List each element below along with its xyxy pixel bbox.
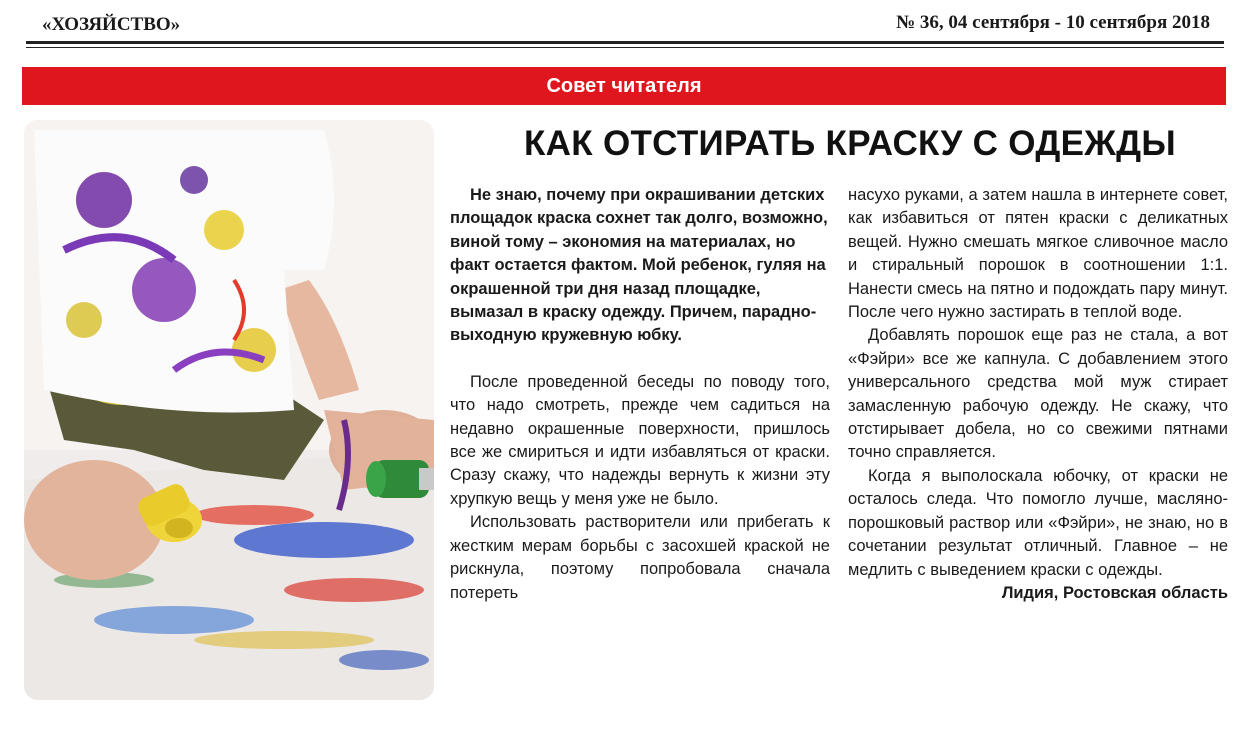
publication-name: «ХОЗЯЙСТВО» [42,14,181,35]
article-photo [24,120,434,700]
article-paragraph: насухо руками, а затем нашла в интернете совет, как избавиться от пятен краски с деликатных вещей. Нужно смешать мягкое сливочное масло и стиральный порошок в соотношении 1:1. Нанести смесь на пятно и подождать пару минут. После чего нужно застирать в теплой воде. [848,186,1228,322]
article-paragraph: Когда я выполоскала юбочку, от краски не осталось следа. Что помогло лучше, масляно-порошковый раствор или «Фэйри», не знаю, но в сочетании результат отличный. Главное – не медлить с выведением краски с одежды. [848,466,1228,579]
issue-info: № 36, 04 сентября - 10 сентября 2018 [896,12,1210,33]
article-title: КАК ОТСТИРАТЬ КРАСКУ С ОДЕЖДЫ [524,124,1176,163]
section-banner: Совет читателя [22,67,1226,105]
text-column-1 [450,184,830,605]
text-column-2 [848,184,1228,605]
article-lead: Не знаю, почему при окрашивании детских площадок краска сохнет так долго, возможно, виной тому – экономия на материалах, но факт остается фактом. Мой ребенок, гуляя на окрашенной три дня назад площадке, вымазал в краску одежду. Причем, парадно-выходную кружевную юбку. [450,186,828,345]
header-rule-thick [26,41,1224,44]
article-signature: Лидия, Ростовская область [1001,583,1228,602]
header-rule-thin [26,47,1224,48]
article-paragraph: Использовать растворители или прибегать к жестким мерам борьбы с засохшей краской не рискнула, поэтому попробовала сначала потереть [450,513,830,602]
article-paragraph: Добавлять порошок еще раз не стала, а вот «Фэйри» все же капнула. С добавлением этого универсального средства мой муж стирает замасленную рабочую одежду. Не скажу, что отстирывает добела, но со свежими пятнами точно справляется. [848,326,1228,462]
paint-stained-child-illustration [24,120,434,700]
article-paragraph: После проведенной беседы по поводу того, что надо смотреть, прежде чем садиться на недавно окрашенные поверхности, пришлось все же смириться и идти избавляться от краски. Сразу скажу, что надежды вернуть к жизни эту хрупкую вещь у меня уже не было. [450,372,830,508]
